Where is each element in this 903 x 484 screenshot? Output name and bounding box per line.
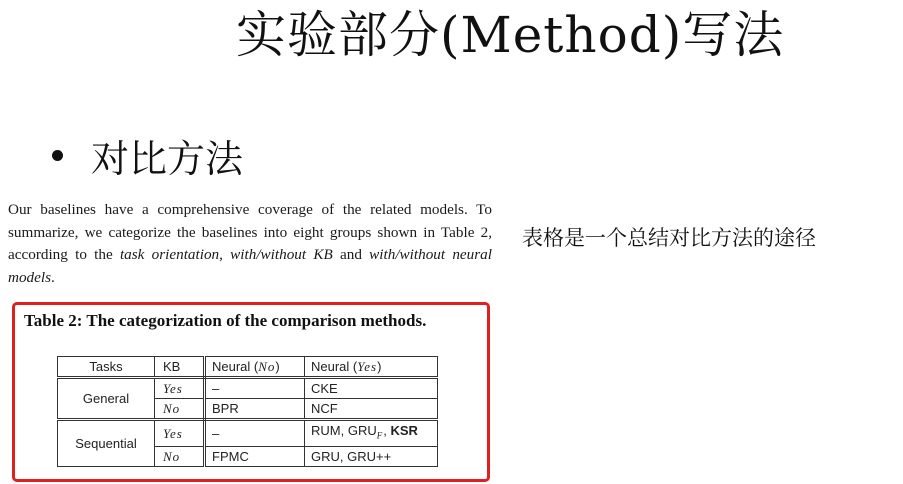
table-row: [58, 378, 438, 399]
paragraph-emphasis: with/without KB: [230, 246, 333, 263]
header-tasks: Tasks: [58, 357, 155, 378]
cell-neural-yes: NCF: [305, 399, 438, 420]
header-kb: KB: [155, 357, 205, 378]
cell-kb: No: [155, 399, 205, 420]
cell-neural-yes: CKE: [305, 378, 438, 399]
header-neural-no: Neural (No): [205, 357, 305, 378]
paper-paragraph: [8, 199, 492, 289]
cell-kb: Yes: [155, 378, 205, 399]
comparison-table: [57, 356, 438, 467]
cell-kb: No: [155, 446, 205, 466]
highlighted-table-box: [12, 302, 490, 482]
cell-task: General: [58, 378, 155, 420]
cell-neural-no: BPR: [205, 399, 305, 420]
cell-neural-yes: RUM, $GRU_F$, KSR: [305, 420, 438, 447]
header-neural-yes: Neural (Yes): [305, 357, 438, 378]
table-row: [58, 420, 438, 447]
table-caption: Table 2: The categorization of the comparison methods.: [24, 311, 427, 330]
slide-title: 实验部分(Method)写法: [236, 6, 785, 64]
cell-kb: Yes: [155, 420, 205, 447]
cell-neural-yes: GRU, GRU++: [305, 446, 438, 466]
bullet-dot-icon: [52, 150, 63, 161]
table-header-row: [58, 357, 438, 378]
cell-neural-no: –: [205, 378, 305, 399]
paragraph-text: Our baselines have a comprehensive coverage of the related models. To summarize, we categorize the baselines into eight groups shown in Table 2, according to the: [8, 201, 492, 263]
paragraph-emphasis: with/without neural models: [8, 246, 492, 286]
cell-task: Sequential: [58, 420, 155, 467]
bullet-item: [52, 128, 243, 183]
side-note: 表格是一个总结对比方法的途径: [522, 226, 816, 250]
paragraph-text: and: [332, 246, 370, 263]
paragraph-text: ,: [219, 246, 231, 263]
cell-neural-no: FPMC: [205, 446, 305, 466]
cell-neural-no: –: [205, 420, 305, 447]
paragraph-text: .: [51, 268, 55, 286]
bullet-text: 对比方法: [91, 137, 244, 181]
paragraph-emphasis: task orientation: [119, 246, 220, 263]
